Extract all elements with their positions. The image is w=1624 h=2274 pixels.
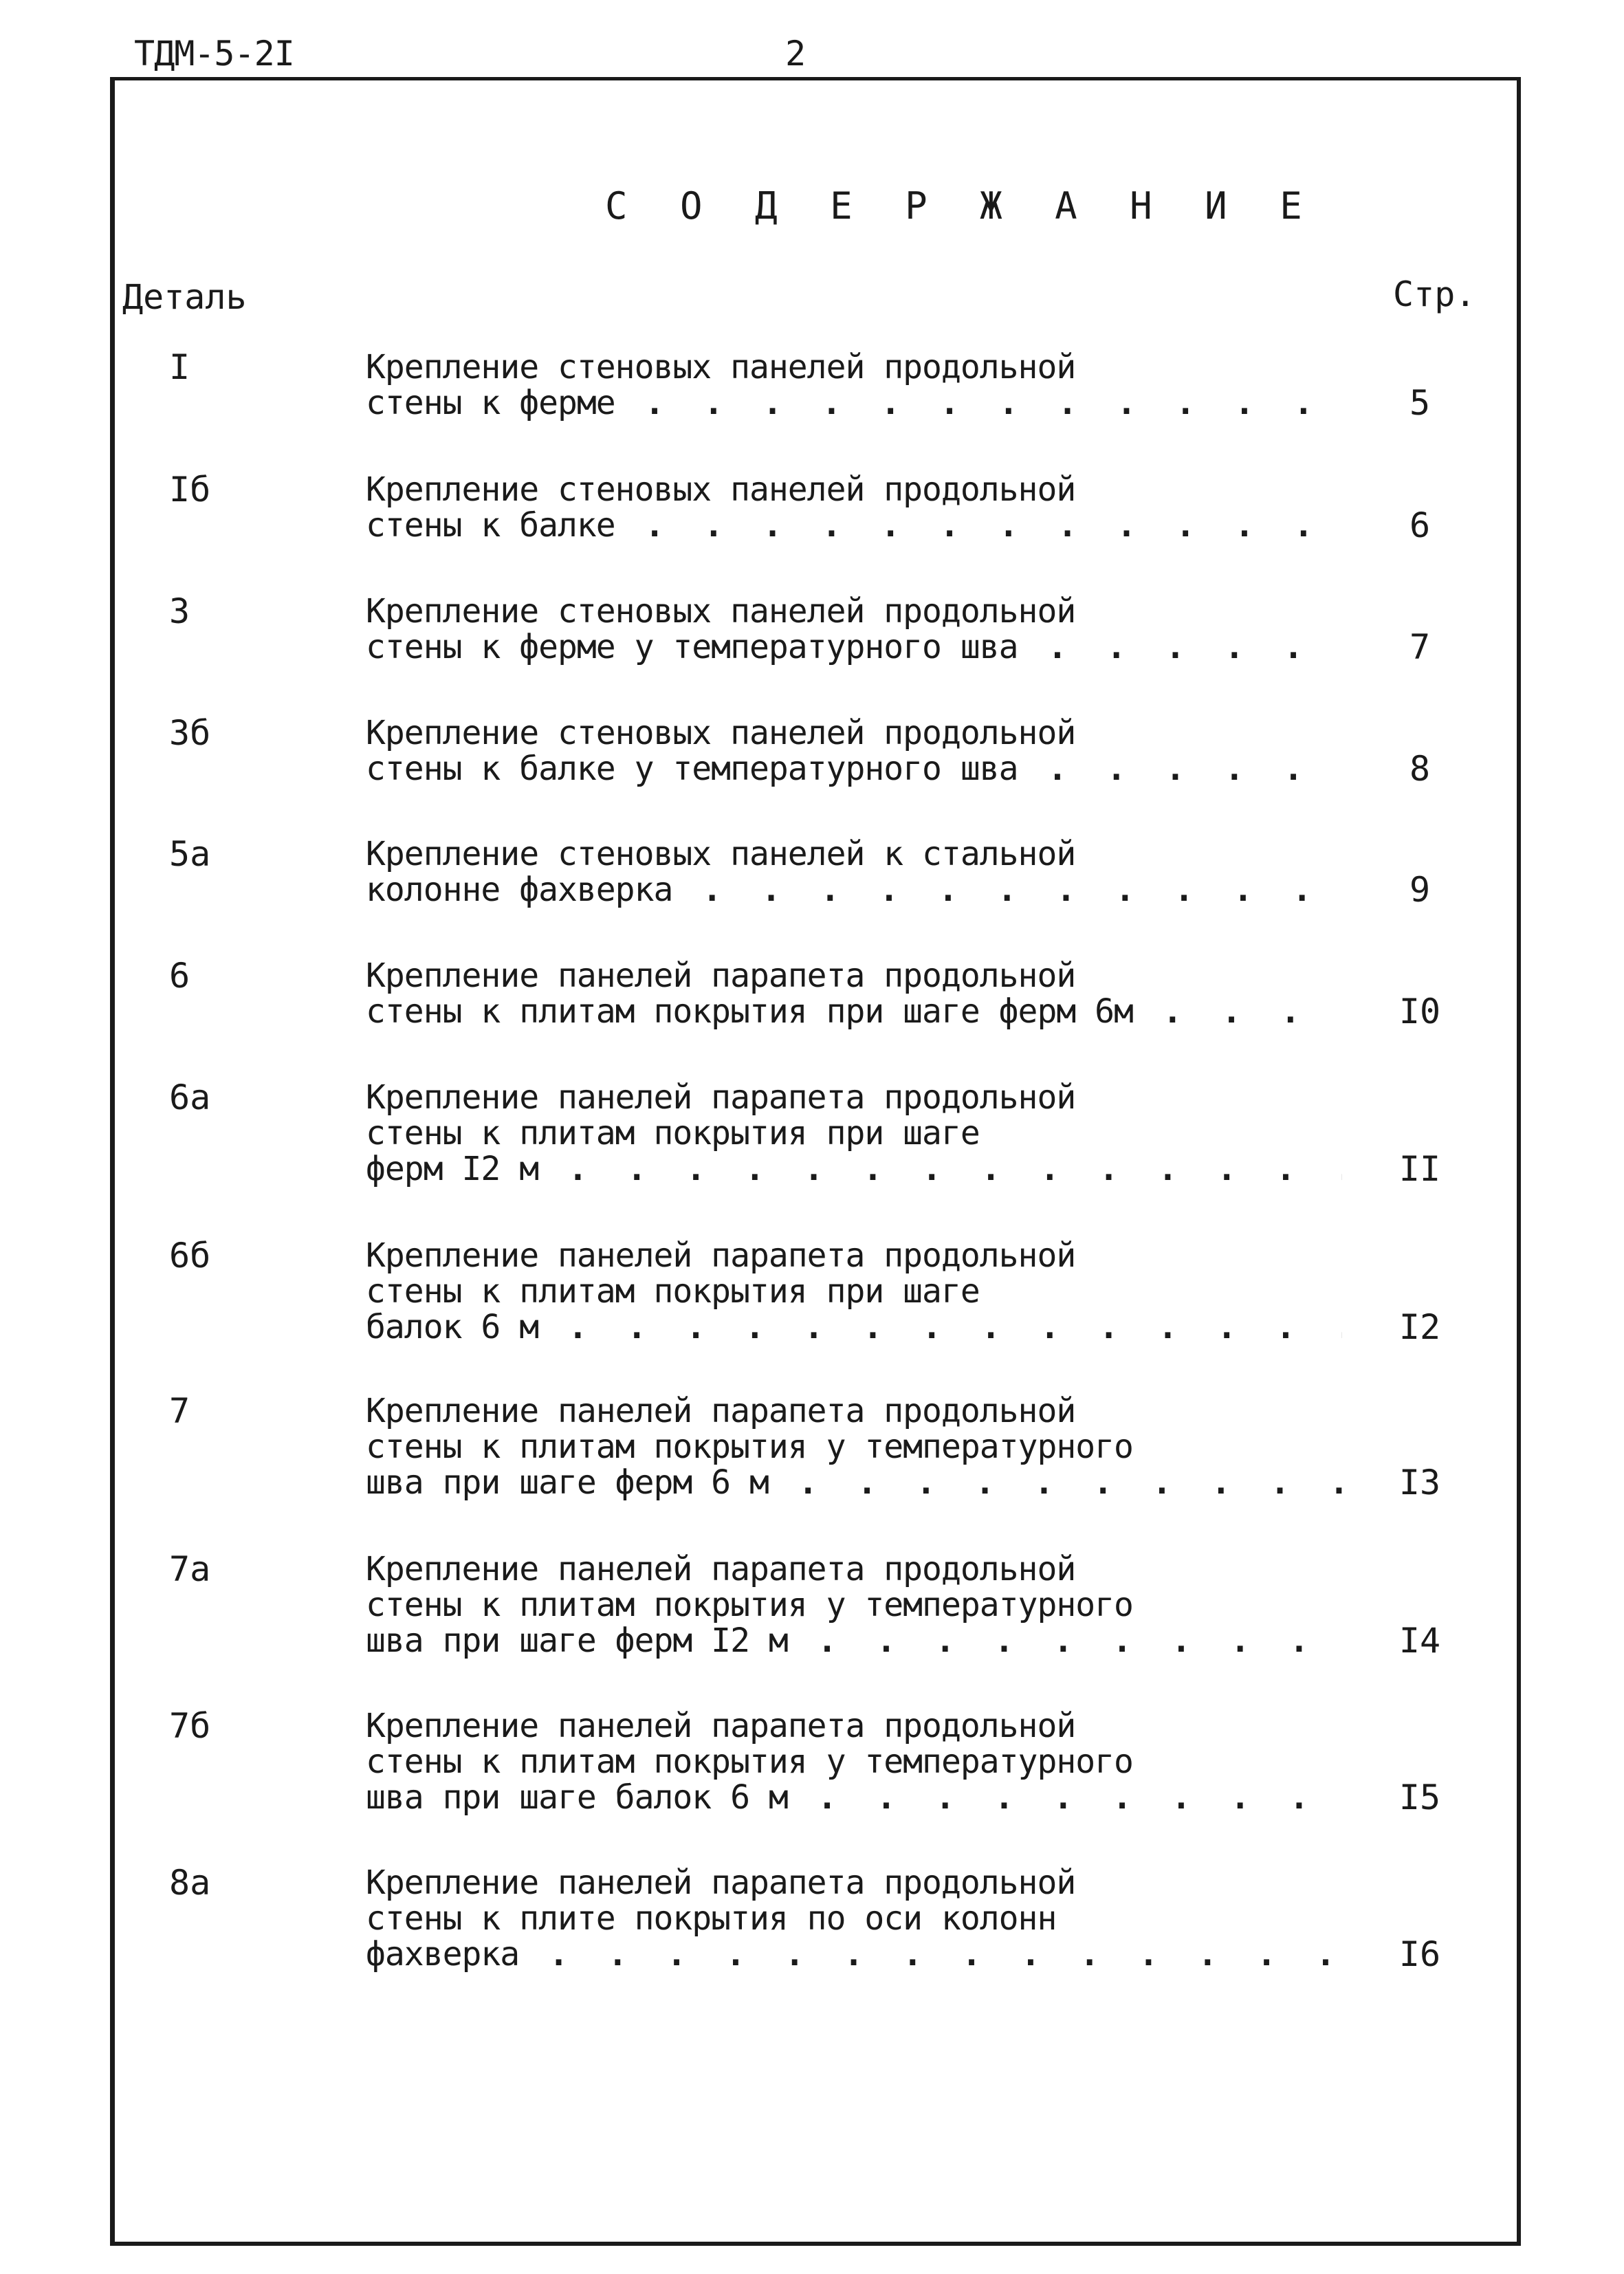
entry-page-number: I6	[1398, 1934, 1441, 1974]
entry-detail-number: 8а	[169, 1863, 211, 1903]
entry-page-number: 8	[1409, 749, 1431, 789]
entry-page-number: I0	[1398, 992, 1441, 1031]
entry-detail-number: 6б	[169, 1236, 211, 1276]
entry-description-line: ферм I2 м . . .	[366, 1151, 1342, 1187]
entry-description-line: стены к балке у температурного шва . . .	[366, 751, 1342, 787]
entry-page-number: 5	[1409, 383, 1431, 423]
entry-detail-number: 6а	[169, 1078, 211, 1117]
entry-description-line: фахверка . . .	[366, 1936, 1342, 1972]
entry-description-line: Крепление стеновых панелей продольной	[366, 715, 1076, 751]
entry-description-line: Крепление панелей парапета продольной	[366, 1708, 1076, 1744]
entry-description-line: Крепление стеновых панелей продольной	[366, 472, 1076, 507]
entry-description-line: стены к плитам покрытия у температурного	[366, 1744, 1133, 1780]
entry-description-line: Крепление панелей парапета продольной	[366, 1393, 1076, 1429]
entry-description-line: Крепление панелей парапета продольной	[366, 958, 1076, 994]
entry-description-line: Крепление панелей парапета продольной	[366, 1551, 1076, 1587]
column-header-page: Стр.	[1393, 274, 1476, 314]
entry-description-line: балок 6 м . . .	[366, 1309, 1342, 1345]
entry-page-number: II	[1398, 1149, 1441, 1189]
document-code: ТДМ-5-2I	[134, 34, 294, 74]
entry-description-line: Крепление стеновых панелей продольной	[366, 593, 1076, 629]
entry-description-line: стены к ферме у температурного шва . . .	[366, 629, 1342, 665]
entry-description-line: шва при шаге ферм 6 м . . .	[366, 1465, 1342, 1500]
entry-description-line: шва при шаге ферм I2 м . . .	[366, 1623, 1342, 1659]
entry-description	[366, 472, 1342, 543]
entry-description-line: колонне фахверка . . .	[366, 872, 1342, 908]
entry-detail-number: 5а	[169, 834, 211, 874]
entry-detail-number: 6	[169, 956, 190, 996]
page-title: С О Д Е Р Ж А Н И Е	[605, 184, 1317, 228]
entry-description-line: стены к ферме . . .	[366, 385, 1342, 421]
entry-description	[366, 958, 1342, 1029]
entry-detail-number: 7	[169, 1391, 190, 1431]
entry-description	[366, 1708, 1342, 1815]
entry-page-number: I4	[1398, 1621, 1441, 1661]
column-header-detail: Деталь	[122, 277, 247, 317]
entry-description	[366, 593, 1342, 665]
entry-page-number: 7	[1409, 627, 1431, 667]
entry-description-line: Крепление стеновых панелей продольной	[366, 349, 1076, 385]
entry-description	[366, 1238, 1342, 1345]
entry-detail-number: 7б	[169, 1706, 211, 1746]
entry-page-number: I2	[1398, 1307, 1441, 1347]
entry-description-line: Крепление стеновых панелей к стальной	[366, 836, 1076, 872]
entry-description-line: Крепление панелей парапета продольной	[366, 1865, 1076, 1901]
entry-page-number: 9	[1409, 870, 1431, 910]
entry-detail-number: 7а	[169, 1549, 211, 1589]
entry-description-line: стены к плитам покрытия при шаге	[366, 1115, 980, 1151]
entry-description-line: Крепление панелей парапета продольной	[366, 1080, 1076, 1115]
entry-detail-number: I	[169, 347, 190, 387]
entry-description-line: стены к плитам покрытия при шаге	[366, 1273, 980, 1309]
entry-description-line: стены к балке . . .	[366, 507, 1342, 543]
entry-description-line: стены к плитам покрытия при шаге ферм 6м . . .	[366, 994, 1342, 1029]
entry-description	[366, 715, 1342, 787]
entry-description	[366, 1865, 1342, 1972]
entry-page-number: I5	[1398, 1778, 1441, 1817]
entry-description-line: стены к плитам покрытия у температурного	[366, 1587, 1133, 1623]
entry-description-line: стены к плите покрытия по оси колонн	[366, 1901, 1057, 1936]
entry-description	[366, 1393, 1342, 1500]
entry-description	[366, 1551, 1342, 1659]
entry-description	[366, 836, 1342, 908]
page-number: 2	[785, 34, 806, 74]
entry-description	[366, 349, 1342, 421]
entry-description-line: стены к плитам покрытия у температурного	[366, 1429, 1133, 1465]
entry-detail-number: 3б	[169, 713, 211, 753]
entry-detail-number: 3	[169, 591, 190, 631]
entry-description-line: шва при шаге балок 6 м . . .	[366, 1780, 1342, 1815]
entry-description	[366, 1080, 1342, 1187]
entry-detail-number: Iб	[169, 470, 211, 510]
entry-page-number: 6	[1409, 505, 1431, 545]
entry-description-line: Крепление панелей парапета продольной	[366, 1238, 1076, 1273]
entry-page-number: I3	[1398, 1463, 1441, 1502]
